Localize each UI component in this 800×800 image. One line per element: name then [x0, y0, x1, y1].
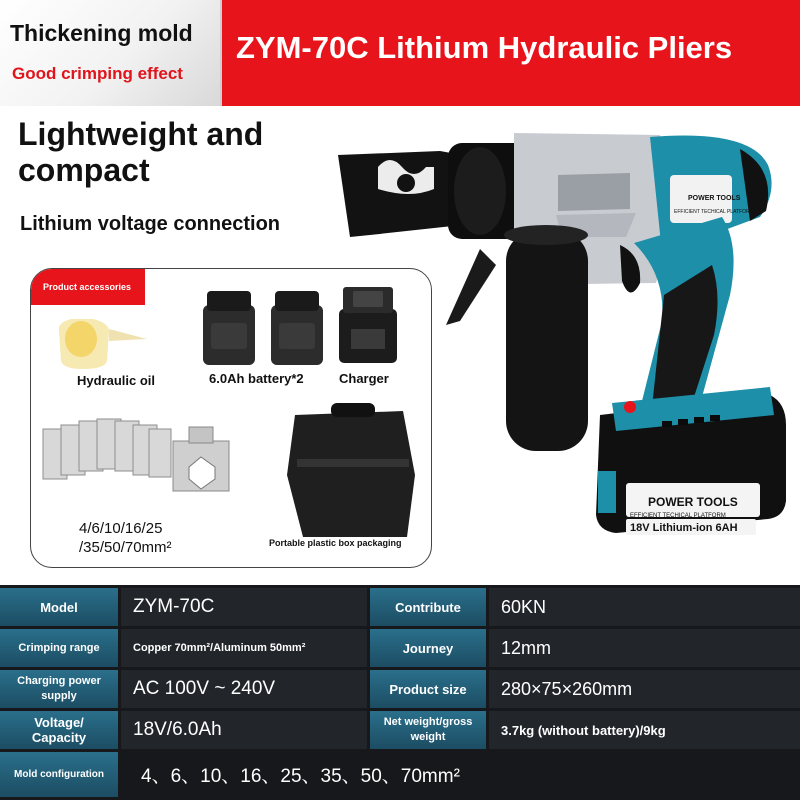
hydraulic-pliers-image: [330, 125, 800, 565]
molds-label: [79, 519, 172, 557]
accessories-tag: Product accessories: [31, 269, 145, 305]
spec-row: [0, 749, 800, 800]
headline: [18, 116, 308, 188]
spec-value-voltage: 18V/6.0Ah: [121, 711, 367, 749]
case-label: Portable plastic box packaging: [269, 538, 402, 548]
spec-value-charging: AC 100V ~ 240V: [121, 670, 367, 708]
spec-value-model: ZYM-70C: [121, 588, 367, 626]
battery-tagline-label: EFFICIENT TECHICAL PLATFORM: [630, 513, 726, 519]
spec-row: [0, 667, 800, 708]
spec-row: [0, 626, 800, 667]
headline-line2: compact: [18, 152, 150, 188]
spec-label-contribute: Contribute: [370, 588, 486, 626]
battery-icon: [203, 291, 255, 365]
hydraulic-oil-icon: [59, 319, 147, 369]
battery-icon-2: [271, 291, 323, 365]
spec-label-mold: Mold configuration: [0, 752, 118, 797]
battery-spec-label: 18V Lithium-ion 6AH: [630, 522, 738, 534]
headline-line1: Lightweight and: [18, 116, 264, 152]
header-banner: [222, 0, 800, 106]
product-title: ZYM-70C Lithium Hydraulic Pliers: [236, 30, 733, 65]
spec-value-size: 280×75×260mm: [489, 670, 800, 708]
header-badge: [0, 0, 222, 106]
spec-value-journey: 12mm: [489, 629, 800, 667]
spec-label-charging: Charging power supply: [0, 670, 118, 708]
badge-subtitle: Good crimping effect: [12, 64, 183, 83]
spec-table: [0, 585, 800, 800]
molds-label-line2: /35/50/70mm²: [79, 539, 172, 556]
charger-label: Charger: [339, 371, 389, 386]
spec-label-size: Product size: [370, 670, 486, 708]
spec-label-journey: Journey: [370, 629, 486, 667]
spec-value-weight: 3.7kg (without battery)/9kg: [489, 711, 800, 749]
oil-label: Hydraulic oil: [77, 373, 156, 388]
tool-brand-label: POWER TOOLS: [688, 195, 741, 202]
spec-label-weight: Net weight/gross weight: [370, 711, 486, 749]
tool-tagline-label: EFFICIENT TECHICAL PLATFORM: [674, 209, 754, 215]
subheading: Lithium voltage connection: [20, 213, 281, 235]
spec-value-mold: 4、6、10、16、25、35、50、70mm²: [121, 752, 800, 797]
spec-row: [0, 708, 800, 749]
badge-title: Thickening mold: [10, 20, 193, 46]
spec-value-crimping: Copper 70mm²/Aluminum 50mm²: [121, 629, 367, 667]
spec-label-voltage: Voltage/ Capacity: [0, 711, 118, 749]
spec-row: [0, 585, 800, 626]
molds-label-line1: 4/6/10/16/25: [79, 520, 163, 537]
crimp-molds-icon: [43, 419, 229, 491]
battery-brand-label: POWER TOOLS: [648, 495, 738, 509]
spec-label-model: Model: [0, 588, 118, 626]
spec-label-crimping: Crimping range: [0, 629, 118, 667]
spec-value-contribute: 60KN: [489, 588, 800, 626]
battery-label: 6.0Ah battery*2: [209, 371, 304, 386]
